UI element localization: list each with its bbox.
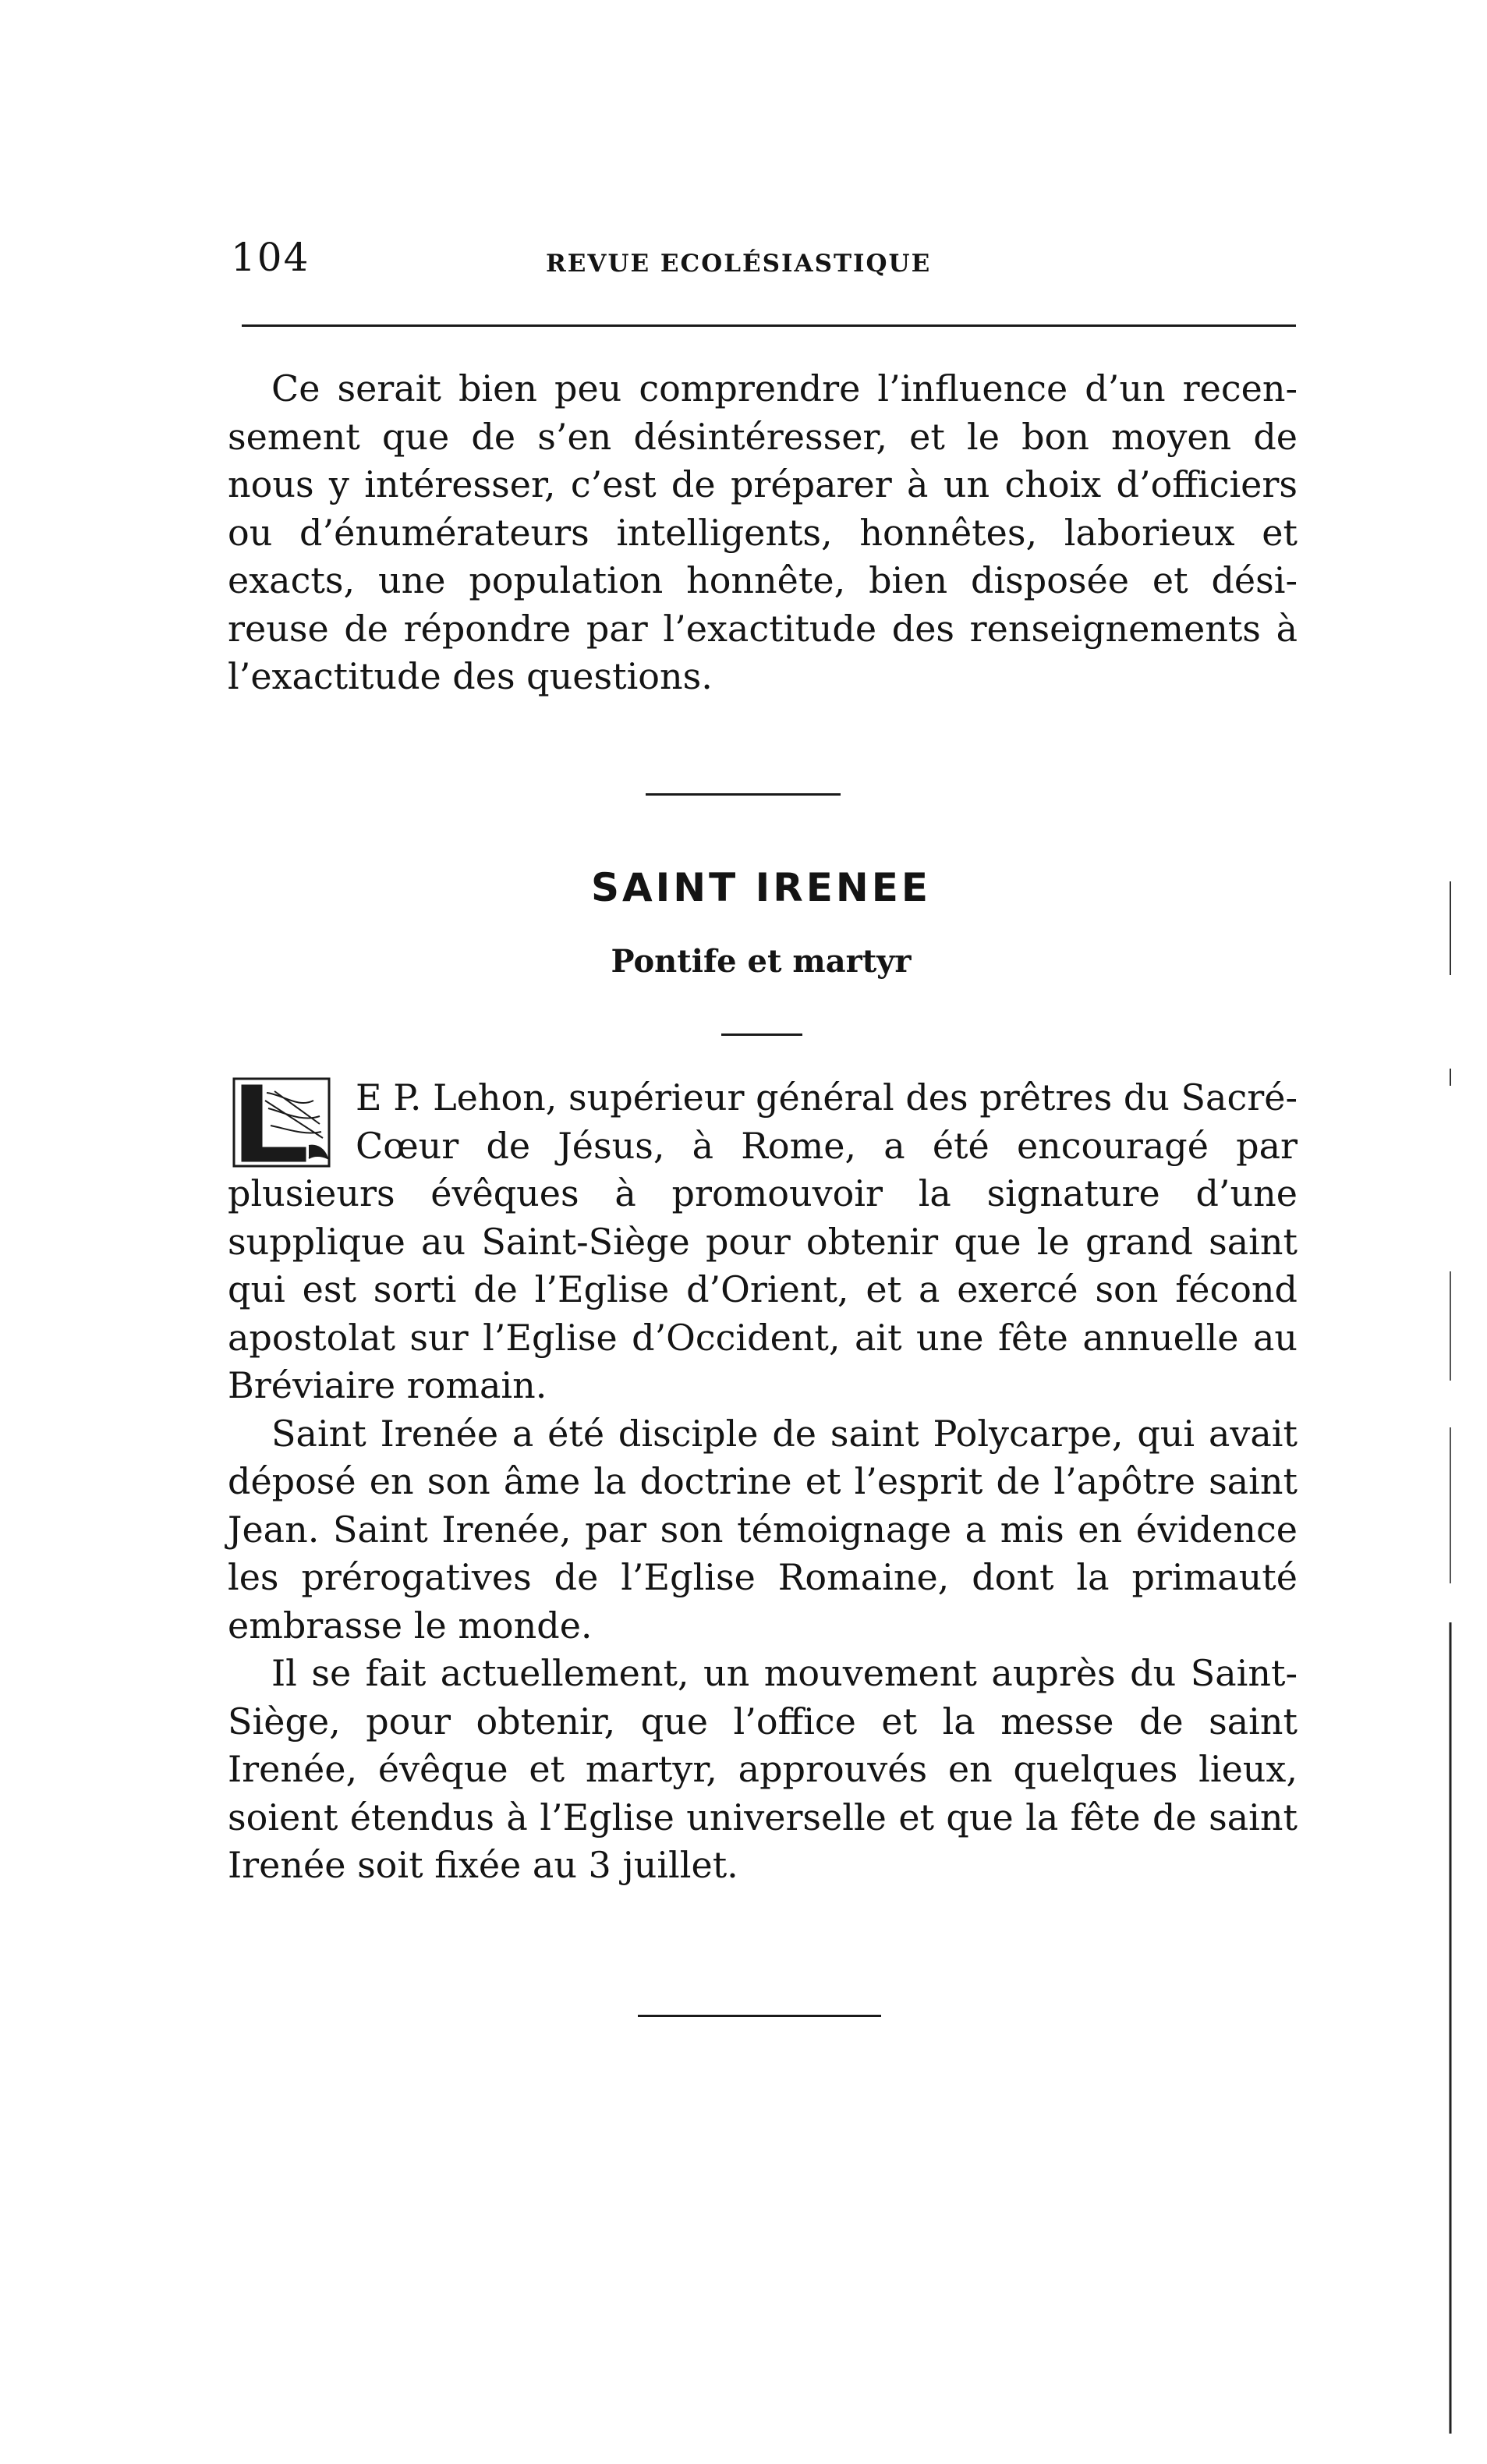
article-title: SAINT IRENEE [590, 865, 932, 910]
article-body [228, 1074, 1298, 1890]
intro-paragraph-block [228, 365, 1298, 701]
ornamental-dropcap [228, 1077, 345, 1169]
end-separator-rule [638, 2015, 881, 2017]
article-subtitle: Pontife et martyr [611, 943, 912, 980]
section-separator-rule [646, 793, 841, 796]
title-separator-rule [721, 1033, 802, 1036]
intro-paragraph: Ce serait bien peu comprendre l’influence d’un recen-sement que de s’en désintéresser, et le bon moyen de nous y intéresser, c’est de préparer à un choix d’officiers ou d’énumérateurs intelligents, honnêtes, laborieux et exacts, une population honnête, bien disposée et dési-reuse de répondre par l’exactitude des renseignements à l’exactitude des questions. [228, 367, 1298, 697]
article-paragraph-3: Il se fait actuellement, un mouvement auprès du Saint-Siège, pour obtenir, que l’office et la messe de saint Irenée, évêque et martyr, approuvés en quelques lieux, soient étendus à l’Eglise universelle et que la fête de saint Irenée soit fixée au 3 juillet. [228, 1652, 1298, 1886]
header-rule [242, 324, 1296, 327]
page-edge-marks [1449, 881, 1457, 2441]
dropcap-letter-icon [228, 1077, 345, 1169]
article-paragraph-1: E P. Lehon, supérieur général des prêtres du Sacré-Cœur de Jésus, à Rome, a été encouragé par plusieurs évêques à promouvoir la signature d’une supplique au Saint-Siège pour obtenir que le grand saint qui est sorti de l’Eglise d’Orient, et a exercé son fécond apostolat sur l’Eglise d’Occident, ait une fête annuelle au Bréviaire romain. [228, 1076, 1298, 1406]
article-paragraph-2: Saint Irenée a été disciple de saint Polycarpe, qui avait déposé en son âme la doctrine et l’esprit de l’apôtre saint Jean. Saint Irenée, par son témoignage a mis en évidence les prérogatives de l’Eglise Romaine, dont la primauté embrasse le monde. [228, 1412, 1298, 1647]
page-number: 104 [231, 235, 310, 280]
running-title: REVUE ECOLÉSIASTIQUE [546, 250, 932, 278]
